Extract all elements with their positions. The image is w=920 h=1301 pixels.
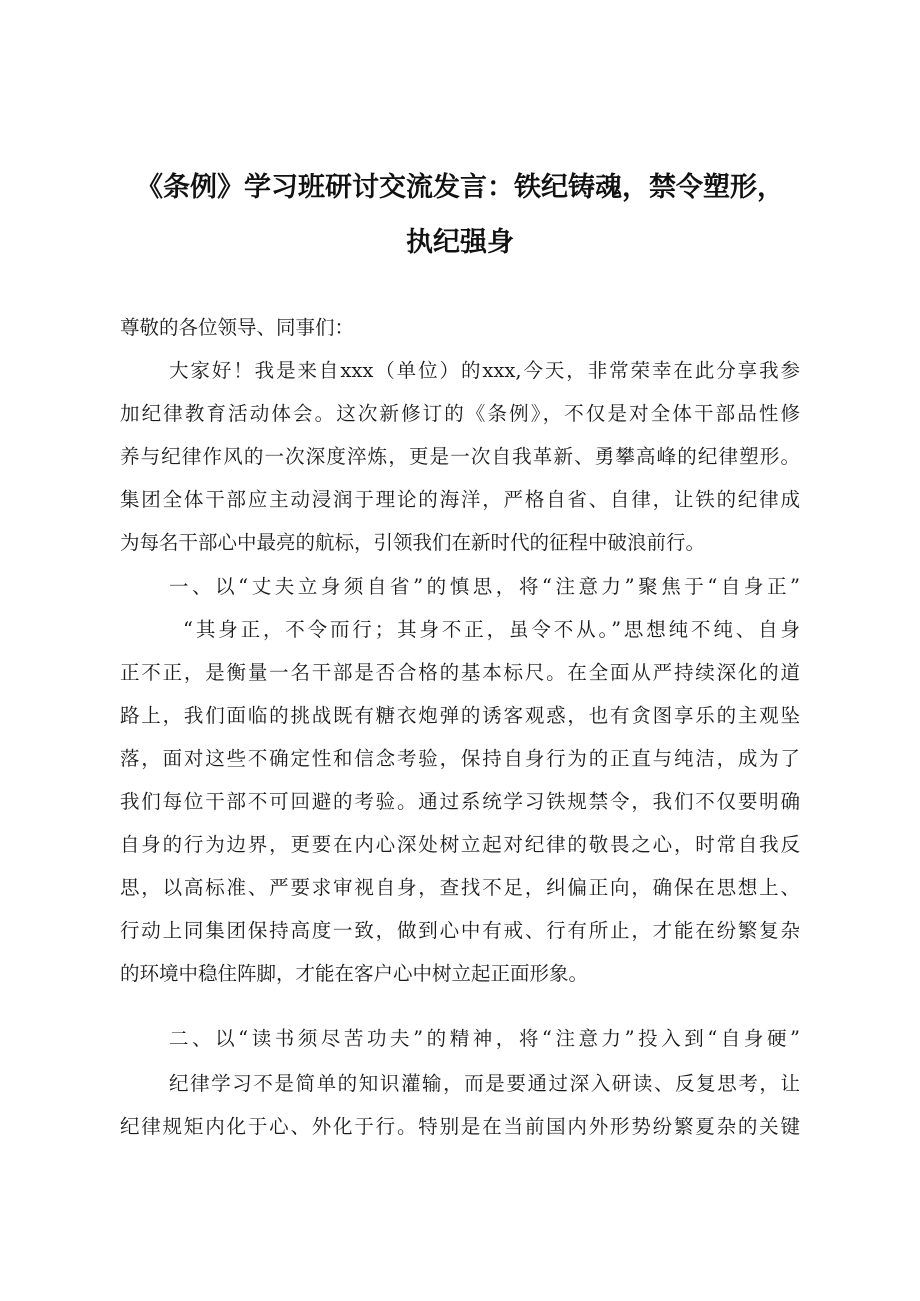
paragraph-line: 路上，我们面临的挑战既有糖衣炮弹的诱客观惑，也有贪图享乐的主观坠 (120, 704, 800, 727)
section-heading-1: 一、以“丈夫立身须自省”的慎思，将“注意力”聚焦于“自身正” (169, 575, 800, 598)
paragraph-line: 正不正，是衡量一名干部是否合格的基本标尺。在全面从严持续深化的道 (120, 661, 800, 684)
paragraph-line: 纪律学习不是简单的知识灌输，而是要通过深入研读、反复思考，让 (169, 1072, 800, 1095)
paragraph-line: 的环境中稳住阵脚，才能在客户心中树立起正面形象。 (120, 962, 589, 985)
paragraph-line: 纪律规矩内化于心、外化于行。特别是在当前国内外形势纷繁夏杂的关键 (120, 1115, 800, 1138)
paragraph-line: 为每名干部心中最亮的航标，引领我们在新时代的征程中破浪前行。 (120, 531, 706, 554)
section-heading-2: 二、以“读书须尽苦功夫”的精神，将“注意力”投入到“自身硬” (169, 1027, 800, 1050)
paragraph-line: 我们每位干部不可回避的考验。通过系统学习铁规禁令，我们不仅要明确 (120, 790, 800, 813)
paragraph-line: 集团全体干部应主动浸润于理论的海洋，严格自省、自律，让铁的纪律成 (120, 488, 800, 511)
document-title-line-1: 《条例》学习班研讨交流发言：铁纪铸魂，禁令塑形， (136, 172, 784, 203)
paragraph-line: 行动上同集团保持高度一致，做到心中有戒、行有所止，才能在纷繁复杂 (120, 919, 800, 942)
paragraph-line: 养与纪律作风的一次深度淬炼，更是一次自我革新、勇攀高峰的纪律塑形。 (120, 445, 800, 468)
paragraph-line: 落，面对这些不确定性和信念考验，保持自身行为的正直与纯洁，成为了 (120, 747, 800, 770)
document-title-line-2: 执纪强身 (406, 227, 514, 258)
salutation: 尊敬的各位领导、同事们： (120, 316, 355, 339)
paragraph-line: 自身的行为边界，更要在内心深处树立起对纪律的敬畏之心，时常自我反 (120, 833, 800, 856)
paragraph-line: 加纪律教育活动体会。这次新修订的《条例》，不仅是对全体干部品性修 (120, 402, 800, 425)
paragraph-line: 大家好！我是来自xxx（单位）的xxx,今天，非常荣幸在此分享我参 (169, 359, 800, 382)
paragraph-line: “其身正，不令而行；其身不正，虽令不从。”思想纯不纯、自身 (183, 618, 800, 641)
paragraph-line: 思，以高标准、严要求审视自身，查找不足，纠偏正向，确保在思想上、 (120, 876, 800, 899)
